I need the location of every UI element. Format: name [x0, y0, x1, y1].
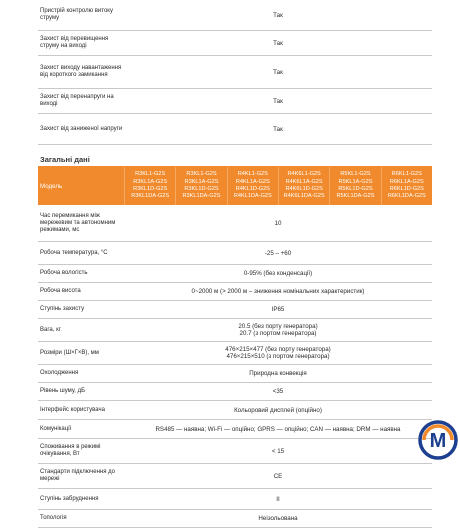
- spec-label: Топологія: [40, 515, 67, 521]
- spec-value: [124, 69, 432, 76]
- spec-value-line: CE: [273, 472, 283, 480]
- spec-row: [38, 342, 432, 365]
- model-name: R3KL1-G2S: [135, 171, 166, 178]
- spec-row: [38, 464, 432, 489]
- spec-value-line: < 15: [271, 447, 285, 455]
- model-name: R3KL1A-G2S: [133, 178, 168, 185]
- spec-row: [38, 205, 432, 242]
- spec-label: Захист від перевищення струму на виході: [40, 36, 109, 49]
- spec-value: [124, 12, 432, 19]
- spec-value: [124, 40, 432, 47]
- spec-value: [124, 448, 432, 455]
- spec-value-line: IP65: [271, 306, 285, 313]
- spec-row: [38, 114, 432, 145]
- model-name: R3KL1D-G2S: [184, 186, 219, 192]
- model-name: R6KL1A-G2S: [389, 178, 424, 185]
- spec-row: [38, 319, 432, 342]
- model-name: R4KL1A-G2S: [235, 178, 270, 185]
- spec-label: Робоча температура, °С: [40, 249, 108, 256]
- section-title: Загальні дані: [40, 155, 90, 164]
- model-name: R4K6L1DA-G2S: [283, 193, 325, 200]
- spec-value-line: 476×215×510 (з портом генератора): [226, 353, 330, 360]
- model-name: R3KL1DA-G2S: [131, 193, 170, 200]
- spec-value: [124, 496, 432, 503]
- spec-row: [38, 401, 432, 420]
- spec-label: Стандарти підключення до мережі: [40, 469, 115, 482]
- spec-row: [38, 265, 432, 283]
- spec-value-line: 0~2000 м (> 2000 м – зниження номінальних характеристик): [191, 288, 365, 295]
- model-column: [329, 167, 380, 205]
- spec-value-line: Так: [273, 11, 283, 19]
- spec-row: [38, 420, 432, 439]
- model-column: [381, 167, 432, 205]
- spec-value-line: Кольоровий дисплей (опційно): [234, 406, 322, 414]
- spec-value: [124, 426, 432, 433]
- spec-label: Захист виходу навантаження від короткого замикання: [40, 65, 122, 78]
- model-label: Модель: [40, 182, 63, 190]
- model-name: R5KL1-G2S: [340, 171, 371, 178]
- spec-row: [38, 510, 432, 528]
- model-name: R6KL1DA-G2S: [387, 193, 426, 200]
- spec-value-line: Так: [273, 39, 283, 47]
- spec-value: [124, 388, 432, 395]
- spec-value-line: Природна конвекція: [249, 370, 307, 377]
- spec-label: Робоча вологість: [40, 270, 88, 276]
- spec-value: [124, 288, 432, 295]
- spec-label: Час перемикання між мережевим та автономним режимами, мс: [40, 212, 116, 233]
- spec-row: [38, 31, 432, 56]
- spec-label: Захист від перенапруги на виході: [40, 94, 114, 107]
- spec-value-line: Так: [273, 125, 283, 133]
- model-name: R5KL1A-G2S: [338, 178, 373, 185]
- model-column: [278, 167, 329, 205]
- protection-table: [38, 0, 432, 145]
- model-name: R4K6L1D-G2S: [285, 186, 323, 192]
- model-column: [175, 167, 226, 205]
- spec-row: [38, 242, 432, 265]
- spec-row: [38, 89, 432, 114]
- spec-value: [124, 407, 432, 414]
- model-header-row: [38, 166, 432, 205]
- spec-value: [124, 270, 432, 277]
- spec-row: [38, 383, 432, 401]
- spec-row: [38, 439, 432, 464]
- general-table: [38, 205, 432, 528]
- model-name: R3KL1D-G2S: [133, 186, 168, 192]
- spec-value-line: II: [276, 495, 280, 503]
- model-name: R4KL1-G2S: [237, 171, 268, 178]
- spec-value: [124, 370, 432, 377]
- spec-label: Робоча висота: [40, 288, 81, 294]
- model-columns: [124, 167, 432, 205]
- spec-label: Інтерфейс користувача: [40, 406, 105, 413]
- spec-value-line: 20.5 (без порту генератора): [238, 323, 318, 330]
- spec-value-line: RS485 — наявна; Wi-Fi — опційно; GPRS — опційно; CAN — наявна; DRM — наявна: [155, 425, 401, 433]
- model-name: R3KL1DA-G2S: [182, 193, 221, 200]
- spec-label: Охолодження: [40, 370, 79, 376]
- model-column: [227, 167, 278, 205]
- spec-value-line: 476×215×477 (без порту генератора): [225, 346, 331, 353]
- spec-value: [124, 220, 432, 227]
- model-name: R5KL1DA-G2S: [336, 193, 375, 200]
- spec-value-line: <35: [272, 388, 284, 395]
- spec-value: [124, 98, 432, 105]
- spec-row: [38, 283, 432, 301]
- model-name: R5KL1D-G2S: [338, 186, 373, 192]
- spec-value-line: 20.7 (з портом генератора): [239, 330, 317, 337]
- spec-label: Комунікації: [40, 425, 72, 432]
- spec-value-line: Неізольована: [258, 515, 298, 522]
- spec-row: [38, 56, 432, 89]
- model-name: R3KL1A-G2S: [184, 178, 219, 185]
- logo-letter: M: [429, 430, 447, 452]
- model-name: R4K6L1-G2S: [287, 171, 321, 178]
- spec-label: Розміри (Ш×Г×В), мм: [40, 349, 99, 356]
- spec-row: [38, 365, 432, 383]
- spec-value: [124, 473, 432, 480]
- spec-label: Споживання в режимі очікування, Вт: [40, 444, 101, 457]
- model-name: R4KL1DA-G2S: [233, 193, 272, 200]
- spec-row: [38, 301, 432, 319]
- spec-value-line: Так: [273, 97, 283, 105]
- brand-logo-icon: [418, 420, 458, 460]
- spec-row: [38, 0, 432, 31]
- spec-row: [38, 489, 432, 510]
- model-name: R3KL1-G2S: [186, 171, 217, 178]
- model-name: R6KL1D-G2S: [389, 186, 424, 192]
- spec-value: [124, 515, 432, 522]
- spec-label: Пристрій контролю витоку струму: [40, 8, 113, 21]
- spec-value: [124, 346, 432, 360]
- spec-label: Вага, кг: [40, 326, 61, 333]
- model-column: [124, 167, 175, 205]
- model-name: R6KL1-G2S: [391, 171, 422, 178]
- spec-value: [124, 126, 432, 133]
- spec-label: Рівень шуму, дБ: [40, 388, 86, 394]
- model-name: R4KL1D-G2S: [235, 186, 270, 192]
- spec-value: [124, 323, 432, 337]
- spec-value: [124, 306, 432, 313]
- spec-sheet: [38, 0, 432, 528]
- spec-value-line: Так: [273, 68, 283, 76]
- spec-value-line: 10: [274, 219, 282, 227]
- spec-label: Ступінь захисту: [40, 306, 85, 312]
- spec-value: [124, 250, 432, 257]
- model-name: R4K6L1A-G2S: [285, 178, 323, 185]
- spec-label: Захист від заниженої напруги: [40, 125, 123, 132]
- spec-value-line: -25 – +60: [264, 249, 292, 257]
- spec-value-line: 0-95% (без конденсації): [243, 270, 313, 277]
- spec-label: Ступінь забруднення: [40, 495, 99, 502]
